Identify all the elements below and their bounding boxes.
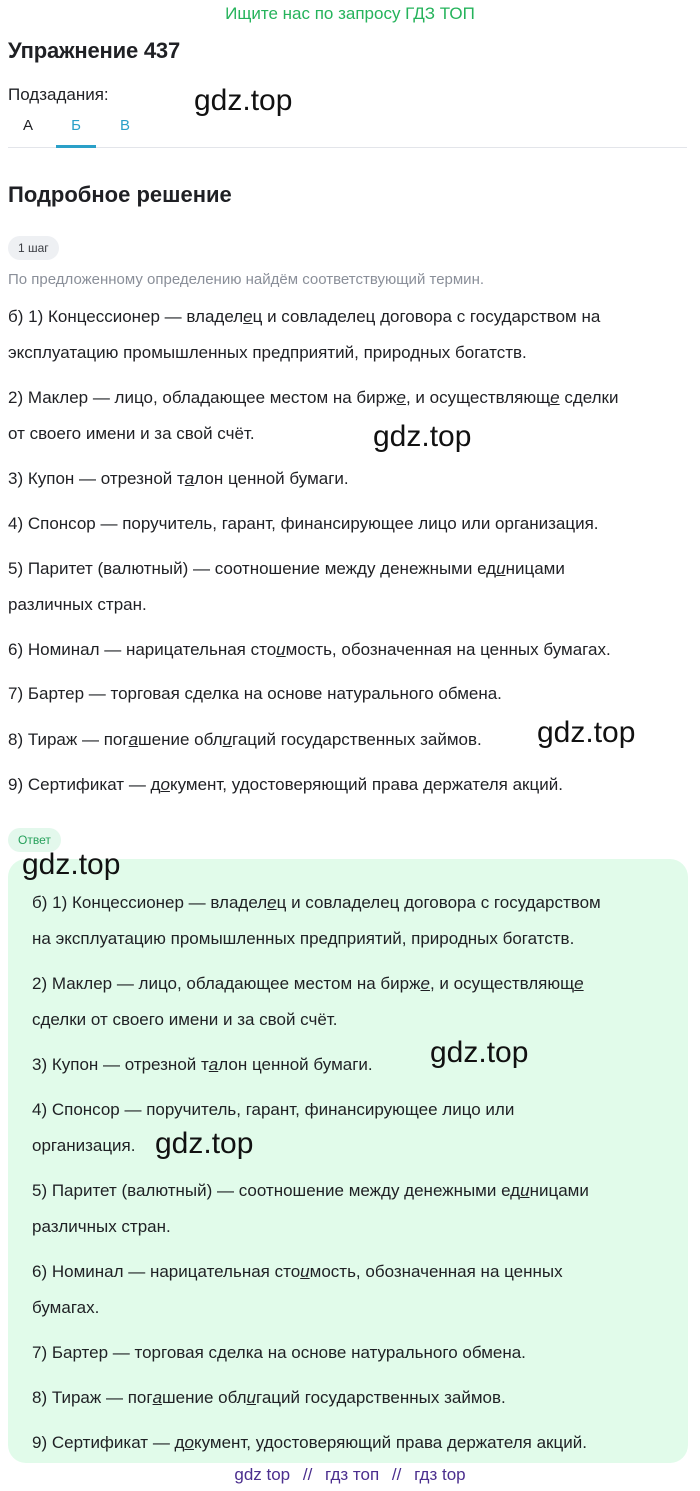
solution-line: 3) Купон — отрезной талон ценной бумаги. <box>8 469 349 488</box>
watermark: gdz.top <box>22 848 121 881</box>
answer-line: организация. <box>32 1136 136 1155</box>
solution-line: эксплуатацию промышленных предприятий, природных богатств. <box>8 343 527 362</box>
promo-banner[interactable]: Ищите нас по запросу ГДЗ ТОП <box>225 4 475 23</box>
solution-line: от своего имени и за свой счёт. <box>8 424 255 443</box>
solution-line: б) 1) Концессионер — владелец и совладелец договора с государством на <box>8 307 601 326</box>
answer-line: различных стран. <box>32 1217 171 1236</box>
solution-line: 2) Маклер — лицо, обладающее местом на бирже, и осуществляюще сделки <box>8 388 619 407</box>
answer-badge: Ответ <box>8 828 61 852</box>
watermark: gdz.top <box>155 1127 254 1160</box>
subtasks-label: Подзадания: <box>8 85 109 104</box>
hint-text: По предложенному определению найдём соответствующий термин. <box>8 271 485 288</box>
footer-separator: // <box>302 1465 313 1484</box>
answer-line: 9) Сертификат — документ, удостоверяющий права держателя акций. <box>32 1433 587 1452</box>
answer-line: 5) Паритет (валютный) — соотношение между денежными единицами <box>32 1181 589 1200</box>
section-title: Подробное решение <box>8 182 232 207</box>
watermark: gdz.top <box>194 84 293 117</box>
solution-line: 7) Бартер — торговая сделка на основе натурального обмена. <box>8 684 502 703</box>
solution-line: 8) Тираж — погашение облигаций государственных займов. <box>8 730 482 749</box>
tab-v[interactable]: В <box>119 117 130 134</box>
answer-line: 3) Купон — отрезной талон ценной бумаги. <box>32 1055 373 1074</box>
footer-link[interactable]: gdz top <box>234 1465 291 1484</box>
subtask-tabs <box>8 112 687 148</box>
step-badge: 1 шаг <box>8 236 59 260</box>
answer-line: сделки от своего имени и за свой счёт. <box>32 1010 338 1029</box>
answer-line: 6) Номинал — нарицательная стоимость, обозначенная на ценных <box>32 1262 563 1281</box>
solution-line: 9) Сертификат — документ, удостоверяющий права держателя акций. <box>8 775 563 794</box>
footer-link[interactable]: гдз top <box>414 1465 466 1484</box>
answer-line: 7) Бартер — торговая сделка на основе натурального обмена. <box>32 1343 526 1362</box>
tab-b[interactable]: Б <box>56 112 96 148</box>
solution-line: 5) Паритет (валютный) — соотношение между денежными единицами <box>8 559 565 578</box>
answer-line: 8) Тираж — погашение облигаций государственных займов. <box>32 1388 506 1407</box>
watermark: gdz.top <box>373 420 472 453</box>
watermark: gdz.top <box>537 716 636 749</box>
answer-line: б) 1) Концессионер — владелец и совладелец договора с государством <box>32 893 601 912</box>
answer-line: бумагах. <box>32 1298 100 1317</box>
tab-a[interactable]: А <box>22 117 33 134</box>
footer-link[interactable]: гдз топ <box>325 1465 380 1484</box>
footer-links <box>0 1465 700 1485</box>
solution-line: 4) Спонсор — поручитель, гарант, финансирующее лицо или организация. <box>8 514 599 533</box>
solution-line: 6) Номинал — нарицательная стоимость, обозначенная на ценных бумагах. <box>8 640 611 659</box>
watermark: gdz.top <box>430 1036 529 1069</box>
solution-line: различных стран. <box>8 595 147 614</box>
answer-line: 2) Маклер — лицо, обладающее местом на бирже, и осуществляюще <box>32 974 584 993</box>
answer-line: на эксплуатацию промышленных предприятий, природных богатств. <box>32 929 575 948</box>
footer-separator: // <box>391 1465 402 1484</box>
answer-line: 4) Спонсор — поручитель, гарант, финансирующее лицо или <box>32 1100 515 1119</box>
page-title: Упражнение 437 <box>8 38 180 63</box>
